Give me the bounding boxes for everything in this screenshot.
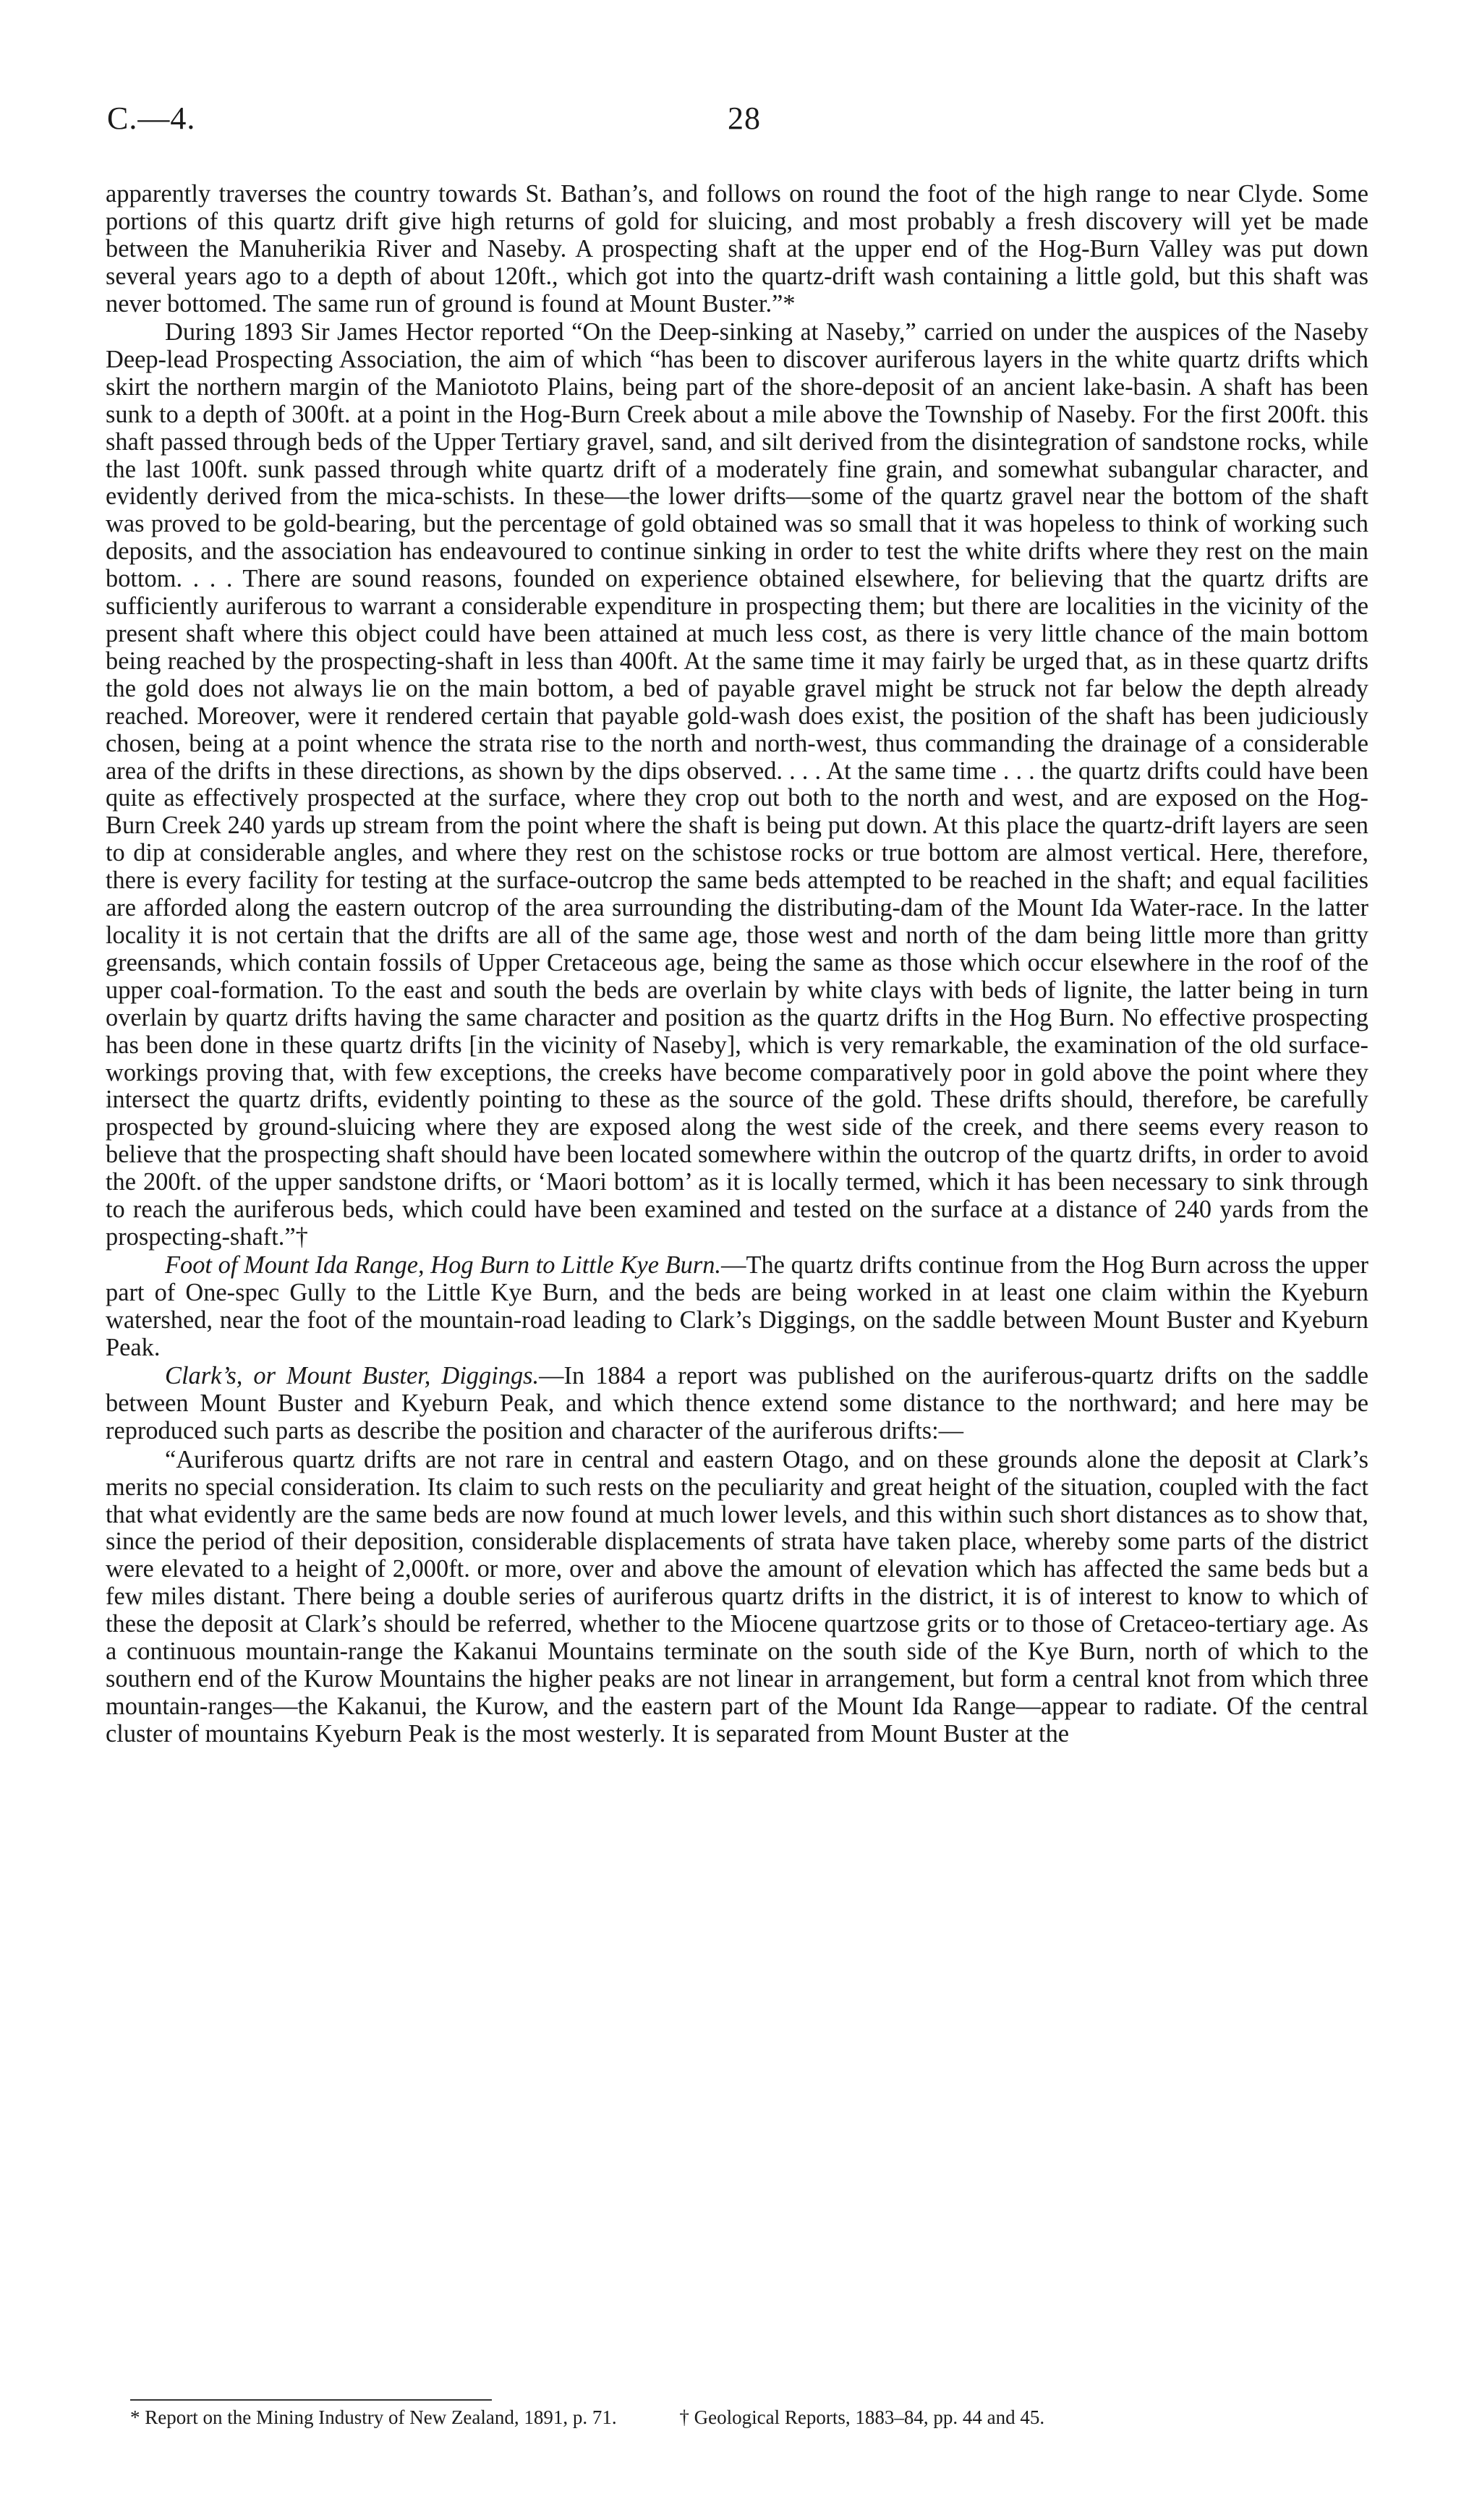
footnotes xyxy=(130,2406,1360,2429)
footnote-divider xyxy=(130,2399,492,2401)
footnote-geological-reports: † Geological Reports, 1883–84, pp. 44 and 45. xyxy=(679,2406,1045,2428)
section-lead-clarks-diggings: Clark’s, or Mount Buster, Diggings. xyxy=(165,1362,540,1390)
section-lead-foot-of-mount-ida: Foot of Mount Ida Range, Hog Burn to Little Kye Burn. xyxy=(165,1251,722,1280)
paragraph-clarks-diggings xyxy=(106,1363,1368,1445)
paragraph-quoted-report: “Auriferous quartz drifts are not rare in central and eastern Otago, and on these grounds alone the deposit at Clark’s merits no special consideration. Its claim to such rests on the peculiarity and great height of the situation, coupled with the fact that what evidently are the same beds are now found at much lower levels, and this within such short distances as to show that, since the period of their deposition, considerable displacements of strata have taken place, whereby some parts of the district were elevated to a height of 2,000ft. or more, over and above the amount of elevation which has affected the same beds but a few miles distant. There being a double series of auriferous quartz drifts in the district, it is of interest to know to which of these the deposit at Clark’s should be referred, whether to the Miocene quartzose grits or to those of Cretaceo-tertiary age. As a continuous mountain-range the Kakanui Mountains terminate on the south side of the Kye Burn, north of which to the southern end of the Kurow Mountains the higher peaks are not linear in arrangement, but form a central knot from which three mountain-ranges—the Kakanui, the Kurow, and the eastern part of the Mount Ida Range—appear to radiate. Of the central cluster of mountains Kyeburn Peak is the most westerly. It is separated from Mount Buster at the xyxy=(106,1445,1368,1748)
body-text xyxy=(106,181,1368,1748)
footnote-mining-report: * Report on the Mining Industry of New Zealand, 1891, p. 71. xyxy=(130,2406,617,2428)
section-text-foot-of-mount-ida: —The quartz drifts continue from the Hog Burn across the upper part of One-spec Gully to the Little Kye Burn, and the beds are being worked in at least one claim within the Kyeburn watershed, near the foot of the mountain-road leading to Clark’s Diggings, on the saddle between Mount Buster and Kyeburn Peak. xyxy=(106,1251,1369,1362)
paragraph-continuation: apparently traverses the country towards St. Bathan’s, and follows on round the foot of the high range to near Clyde. Some portions of this quartz drift give high returns of gold for sluicing, and most probably a fresh discovery will yet be made between the Manuherikia River and Naseby. A prospecting shaft at the upper end of the Hog-Burn Valley was put down several years ago to a depth of about 120ft., which got into the quartz-drift wash containing a little gold, but this shaft was never bottomed. The same run of ground is found at Mount Buster.”* xyxy=(106,180,1368,318)
page-number: 28 xyxy=(728,101,761,136)
section-text-clarks-diggings: —In 1884 a report was published on the auriferous-quartz drifts on the saddle between Mount Buster and Kyeburn Peak, and which thence extend some distance to the northward; and here may be reproduced such parts as describe the position and character of the auriferous drifts:— xyxy=(106,1362,1368,1445)
paragraph-hector-report: During 1893 Sir James Hector reported “On the Deep-sinking at Naseby,” carried on under the auspices of the Naseby Deep-lead Prospecting Association, the aim of which “has been to discover auriferous layers in the white quartz drifts which skirt the northern margin of the Maniototo Plains, being part of the shore-deposit of an ancient lake-basin. A shaft has been sunk to a depth of 300ft. at a point in the Hog-Burn Creek about a mile above the Township of Naseby. For the first 200ft. this shaft passed through beds of the Upper Tertiary gravel, sand, and silt derived from the disintegration of sandstone rocks, while the last 100ft. sunk passed through white quartz drift of a moderately fine grain, and somewhat subangular character, and evidently derived from the mica-schists. In these—the lower drifts—some of the quartz gravel near the bottom of the shaft was proved to be gold-bearing, but the percentage of gold obtained was so small that it was hopeless to think of working such deposits, and the association has endeavoured to continue sinking in order to test the white drifts where they rest on the main bottom. . . . There are sound reasons, founded on experience obtained elsewhere, for believing that the quartz drifts are sufficiently auriferous to warrant a considerable expenditure in prospecting them; but there are localities in the vicinity of the present shaft where this object could have been attained at much less cost, as there is very little chance of the main bottom being reached by the prospecting-shaft in less than 400ft. At the same time it may fairly be urged that, as in these quartz drifts the gold does not always lie on the main bottom, a bed of payable gravel might be struck not far below the depth already reached. Moreover, were it rendered certain that payable gold-wash does exist, the position of the shaft has been judiciously chosen, being at a point whence the strata rise to the north and north-west, thus commanding the drainage of a considerable area of the drifts in these directions, as shown by the dips observed. . . . At the same time . . . the quartz drifts could have been quite as effectively prospected at the surface, where they crop out both to the north and west, and are exposed on the Hog-Burn Creek 240 yards up stream from the point where the shaft is being put down. At this place the quartz-drift layers are seen to dip at considerable angles, and where they rest on the schistose rocks or true bottom are almost vertical. Here, therefore, there is every facility for testing at the surface-outcrop the same beds attempted to be reached in the shaft; and equal facilities are afforded along the eastern outcrop of the area surrounding the distributing-dam of the Mount Ida Water-race. In the latter locality it is not certain that the drifts are all of the same age, those west and north of the dam being little more than gritty greensands, which contain fossils of Upper Cretaceous age, being the same as those which occur elsewhere in the roof of the upper coal-formation. To the east and south the beds are overlain by white clays with beds of lignite, the latter being in turn overlain by quartz drifts having the same character and position as the quartz drifts in the Hog Burn. No effective prospecting has been done in these quartz drifts [in the vicinity of Naseby], which is very remarkable, the examination of the old surface-workings proving that, with few exceptions, the creeks have become comparatively poor in gold above the point where they intersect the quartz drifts, evidently pointing to these as the source of the gold. These drifts should, therefore, be carefully prospected by ground-sluicing where they are exposed along the west side of the creek, and there seems every reason to believe that the prospecting shaft should have been located somewhere within the outcrop of the quartz drifts, in order to avoid the 200ft. of the upper sandstone drifts, or ‘Maori bottom’ as it is locally termed, which it has been necessary to sink through to reach the auriferous beds, which could have been examined and tested on the surface at a distance of 240 yards from the prospecting-shaft.”† xyxy=(106,318,1368,1251)
document-code: C.—4. xyxy=(107,101,196,136)
paragraph-foot-of-mount-ida xyxy=(106,1252,1368,1362)
